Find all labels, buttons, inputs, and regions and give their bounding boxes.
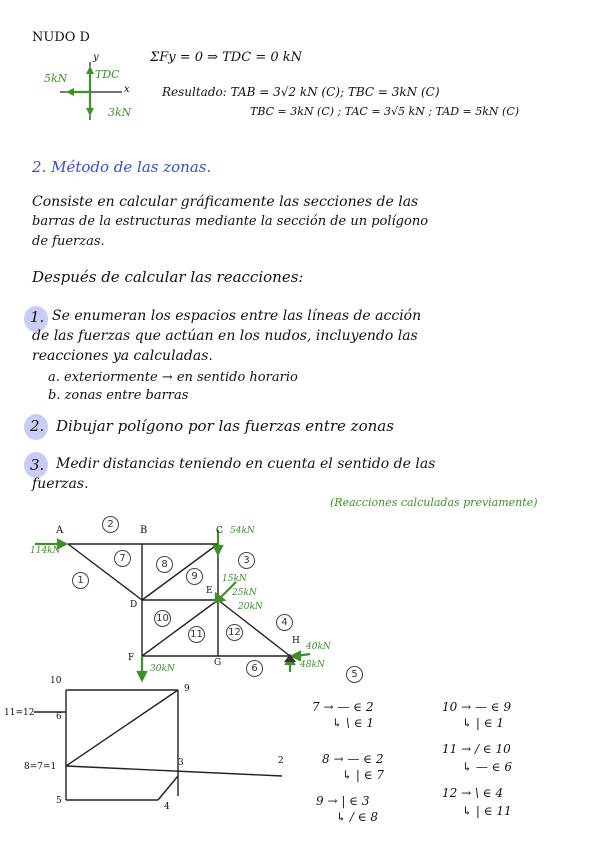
zone-3: 3 bbox=[238, 552, 255, 569]
poly-label-4: 4 bbox=[164, 802, 170, 812]
rule-9b: ↳ / ∈ 8 bbox=[336, 810, 379, 824]
node-a-label: A bbox=[56, 525, 64, 536]
rule-11a: 11 → / ∈ 10 bbox=[442, 742, 511, 756]
zone-2: 2 bbox=[102, 516, 119, 533]
step-2-line-1: Dibujar polígono por las fuerzas entre zonas bbox=[56, 417, 394, 435]
rule-8b: ↳ | ∈ 7 bbox=[342, 768, 385, 782]
poly-label-2: 2 bbox=[278, 756, 284, 766]
node-g-label: G bbox=[214, 658, 222, 668]
force-top-label: TDC bbox=[95, 68, 120, 81]
node-e-label: E bbox=[206, 586, 213, 596]
node-d-label: D bbox=[130, 600, 138, 610]
rule-9a: 9 → | ∈ 3 bbox=[316, 794, 370, 808]
rule-12a: 12 → \ ∈ 4 bbox=[442, 786, 504, 800]
zone-5: 5 bbox=[346, 666, 363, 683]
force-e1: 15kN bbox=[222, 574, 247, 584]
poly-label-9: 9 bbox=[184, 684, 190, 694]
poly-label-8-7-1: 8=7=1 bbox=[24, 762, 57, 772]
paragraph-line-3: de fuerzas. bbox=[32, 234, 105, 249]
paragraph-line-2: barras de la estructuras mediante la sección de un polígono bbox=[32, 214, 429, 229]
rule-12b: ↳ | ∈ 11 bbox=[462, 804, 512, 818]
axis-y-label: y bbox=[93, 52, 99, 63]
step-1-line-2: de las fuerzas que actúan en los nudos, incluyendo las bbox=[32, 328, 418, 344]
step-3-num: 3. bbox=[30, 456, 45, 474]
node-h-label: H bbox=[292, 636, 300, 646]
zone-12: 12 bbox=[226, 624, 243, 641]
note: (Reacciones calculadas previamente) bbox=[330, 496, 538, 509]
axis-x-label: x bbox=[124, 84, 130, 95]
substep-b: b. zonas entre barras bbox=[48, 388, 189, 403]
zone-9: 9 bbox=[186, 568, 203, 585]
force-e3: 20kN bbox=[238, 602, 263, 612]
zone-7: 7 bbox=[114, 550, 131, 567]
step-1-line-3: reacciones ya calculadas. bbox=[32, 348, 213, 364]
paragraph-line-1: Consiste en calcular gráficamente las secciones de las bbox=[32, 194, 419, 210]
force-h1: 40kN bbox=[306, 642, 331, 652]
poly-label-5: 5 bbox=[56, 796, 62, 806]
step-3-line-2: fuerzas. bbox=[32, 476, 89, 492]
rule-7b: ↳ \ ∈ 1 bbox=[332, 716, 375, 730]
zone-10: 10 bbox=[154, 610, 171, 627]
step-1-num: 1. bbox=[30, 308, 45, 326]
poly-label-6: 6 bbox=[56, 712, 62, 722]
zone-8: 8 bbox=[156, 556, 173, 573]
zone-4: 4 bbox=[276, 614, 293, 631]
equation: ΣFy = 0 ⇒ TDC = 0 kN bbox=[150, 50, 302, 65]
force-f: 30kN bbox=[150, 664, 175, 674]
result-line-2: TBC = 3kN (C) ; TAC = 3√5 kN ; TAD = 5kN (C) bbox=[250, 105, 520, 118]
substep-a: a. exteriormente → en sentido horario bbox=[48, 370, 298, 385]
node-c-label: C bbox=[216, 526, 223, 536]
poly-label-3: 3 bbox=[178, 758, 184, 768]
force-bottom-label: 3kN bbox=[108, 106, 132, 119]
node-b-label: B bbox=[140, 525, 148, 536]
step-1-line-1: Se enumeran los espacios entre las líneas de acción bbox=[52, 308, 422, 324]
zone-11: 11 bbox=[188, 626, 205, 643]
zone-6: 6 bbox=[246, 660, 263, 677]
rule-10a: 10 → — ∈ 9 bbox=[442, 700, 512, 714]
poly-label-11-12: 11=12 bbox=[4, 708, 35, 718]
force-e2: 25kN bbox=[232, 588, 257, 598]
rule-8a: 8 → — ∈ 2 bbox=[322, 752, 384, 766]
zone-1: 1 bbox=[72, 572, 89, 589]
node-title: NUDO D bbox=[32, 30, 90, 45]
step-2-num: 2. bbox=[30, 417, 45, 435]
poly-label-10: 10 bbox=[50, 676, 62, 686]
force-c: 54kN bbox=[230, 526, 255, 536]
node-f-label: F bbox=[128, 653, 135, 663]
rule-11b: ↳ — ∈ 6 bbox=[462, 760, 513, 774]
after-reactions-heading: Después de calcular las reacciones: bbox=[32, 268, 304, 286]
rule-10b: ↳ | ∈ 1 bbox=[462, 716, 505, 730]
force-h2: 48kN bbox=[300, 660, 325, 670]
result-line-1: Resultado: TAB = 3√2 kN (C); TBC = 3kN (C) bbox=[162, 85, 440, 99]
force-left-label: 5kN bbox=[44, 72, 68, 85]
section-heading: 2. Método de las zonas. bbox=[32, 158, 212, 176]
rule-7a: 7 → — ∈ 2 bbox=[312, 700, 374, 714]
force-a: 114kN bbox=[30, 546, 61, 556]
step-3-line-1: Medir distancias teniendo en cuenta el sentido de las bbox=[56, 456, 436, 472]
